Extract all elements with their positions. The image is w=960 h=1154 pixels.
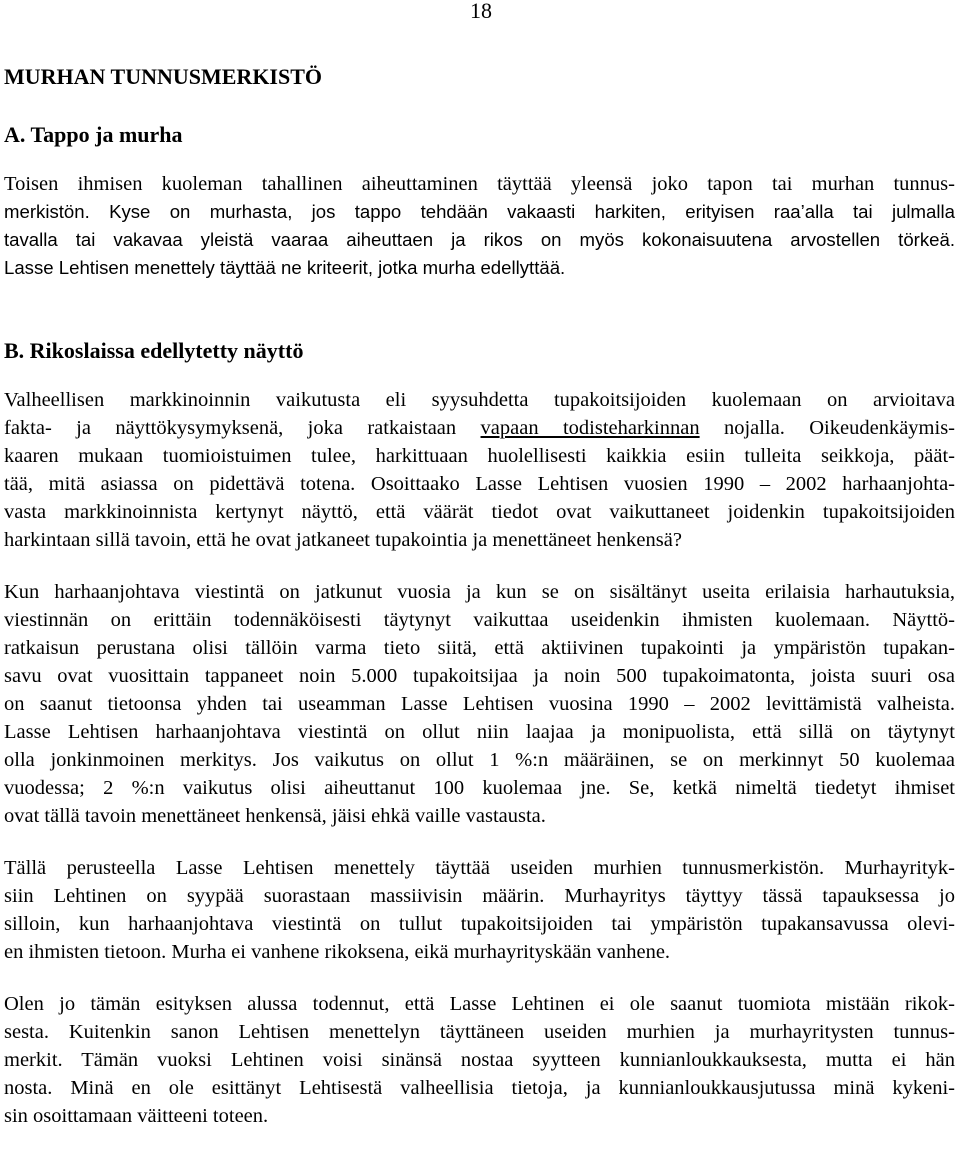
paragraph-line: sin osoittamaan väitteeni toteen. [4,1105,269,1127]
paragraph-line: Valheellisen markkinoinnin vaikutusta eli syysuhdetta tupakoitsijoiden kuolemaan on arvioitava [4,389,955,411]
paragraph-line: merkistön. Kyse on murhasta, jos tappo tehdään vakaasti harkiten, erityisen raa’alla tai julmalla [4,201,955,222]
paragraph-line: savu ovat vuosittain tappaneet noin 5.000 tupakoitsijaa ja noin 500 tupakoimatonta, joista suuri osa [4,665,955,687]
paragraph-line: tää, mitä asiassa on pidettävä totena. Osoittaako Lasse Lehtisen vuosien 1990 – 2002 harhaanjohta- [4,473,955,495]
paragraph-line: nosta. Minä en ole esittänyt Lehtisestä valheellisia tietoja, ja kunnianloukkausjutussa minä kykeni- [4,1077,955,1099]
paragraph-line: Tällä perusteella Lasse Lehtisen menettely täyttää useiden murhien tunnusmerkistön. Murhayrityk- [4,857,955,879]
paragraph-line: kaaren mukaan tuomioistuimen tulee, harkittuaan huolellisesti kaikkia esiin tulleita seikkoja, päät- [4,445,955,467]
section-b-heading: B. Rikoslaissa edellytetty näyttö [4,338,304,363]
section-b-paragraph-1 [4,386,955,554]
section-spacer [4,306,955,336]
page-title: MURHAN TUNNUSMERKISTÖ [4,64,323,89]
underlined-phrase: vapaan todisteharkinnan [480,417,700,439]
paragraph-line: silloin, kun harhaanjohtava viestintä on tullut tupakoitsijoiden tai ympäristön tupakansavussa olevi- [4,913,955,935]
paragraph-line: en ihmisten tietoon. Murha ei vanhene rikoksena, eikä murhayrityskään vanhene. [4,941,671,963]
paragraph-line: Kun harhaanjohtava viestintä on jatkunut vuosia ja kun se on sisältänyt useita erilaisia harhautuksia, [4,581,955,603]
paragraph-line: harkintaan sillä tavoin, että he ovat jatkaneet tupakointia ja menettäneet henkensä? [4,529,682,551]
line-text: fakta- ja näyttökysymyksenä, joka ratkaistaan [4,417,481,439]
paragraph-line: vasta markkinoinnista kertynyt näyttö, että väärät tiedot ovat vaikuttaneet joidenkin tupakoitsijoiden [4,501,955,523]
section-b-paragraph-2 [4,578,955,830]
paragraph-line: vuodessa; 2 %:n vaikutus olisi aiheuttanut 100 kuolemaa jne. Se, ketkä nimeltä tiedetyt ihmiset [4,777,955,799]
paragraph-line: siin Lehtinen on syypää suorastaan massiivisin määrin. Murhayritys täyttyy tässä tapauksessa jo [4,885,955,907]
paragraph-line [4,414,955,442]
paragraph-line: sesta. Kuitenkin sanon Lehtisen menettelyn täyttäneen useiden murhien ja murhayritysten tunnus- [4,1021,955,1043]
section-a-heading: A. Tappo ja murha [4,122,183,147]
paragraph-line: Lasse Lehtisen menettely täyttää ne kriteerit, jotka murha edellyttää. [4,257,566,278]
section-b-paragraph-4 [4,990,955,1130]
paragraph-line: on saanut tietoonsa yhden tai useamman Lasse Lehtisen vuosina 1990 – 2002 levittämistä valheista. [4,693,955,715]
paragraph-line: tavalla tai vakavaa yleistä vaaraa aiheuttaen ja rikos on myös kokonaisuutena arvostellen törkeä. [4,229,955,250]
paragraph-line: olla jonkinmoinen merkitys. Jos vaikutus on ollut 1 %:n määräinen, se on merkinnyt 50 kuolemaa [4,749,955,771]
section-a-paragraph [4,170,955,282]
section-b-paragraph-3 [4,854,955,966]
line-text: nojalla. Oikeudenkäymis- [699,417,955,439]
document-body [4,62,955,1154]
paragraph-line: ovat tällä tavoin menettäneet henkensä, jäisi ehkä vaille vastausta. [4,805,546,827]
page-number: 18 [470,0,492,23]
paragraph-line: Lasse Lehtisen harhaanjohtava viestintä on ollut niin laajaa ja monipuolista, että sillä on täytynyt [4,721,955,743]
paragraph-line: merkit. Tämän vuoksi Lehtinen voisi sinänsä nostaa syytteen kunnianloukkauksesta, mutta ei hän [4,1049,955,1071]
paragraph-line: Toisen ihmisen kuoleman tahallinen aiheuttaminen täyttää yleensä joko tapon tai murhan tunnus- [4,173,955,195]
paragraph-line: ratkaisun perustana olisi tällöin varma tieto siitä, että aktiivinen tupakointi ja ympäristön tupakan- [4,637,955,659]
paragraph-line: viestinnän on erittäin todennäköisesti täytynyt vaikuttaa useidenkin ihmisten kuolemaan. Näyttö- [4,609,955,631]
paragraph-line: Olen jo tämän esityksen alussa todennut, että Lasse Lehtinen ei ole saanut tuomiota mistään rikok- [4,993,955,1015]
